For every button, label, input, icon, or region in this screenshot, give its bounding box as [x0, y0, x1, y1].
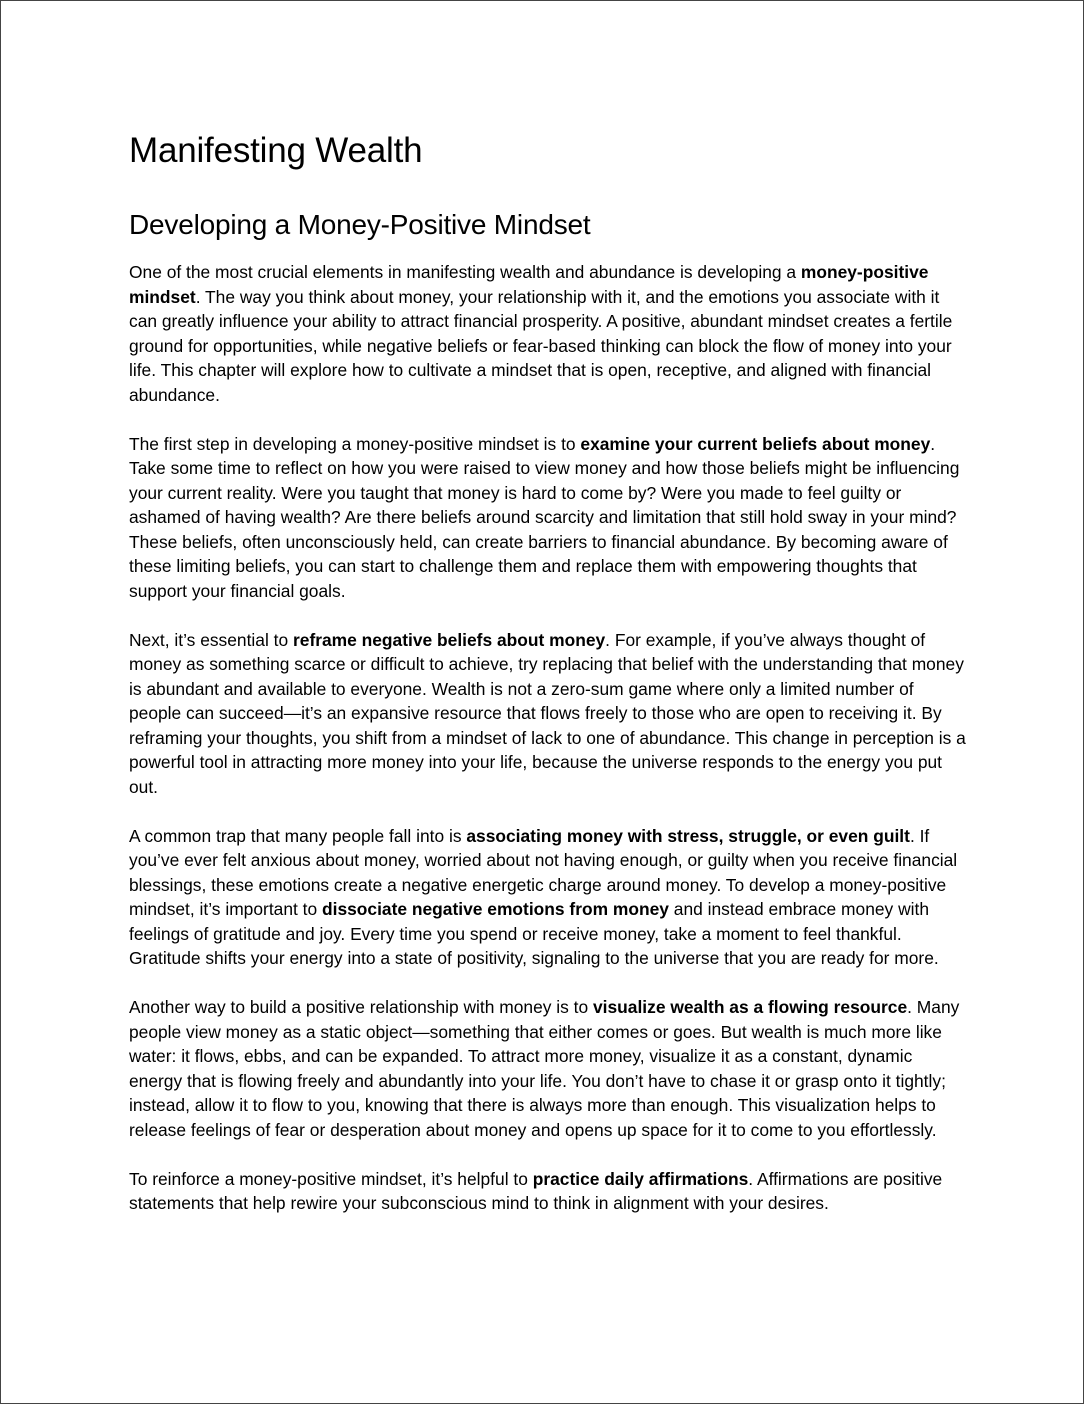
paragraph-text: and instead embrace money with feelings of gratitude and joy. Every time you spend or receive money, take a moment to feel thankful. Gratitude shifts your energy into a state of positivity, signaling to the universe that you are ready for more.	[129, 899, 939, 968]
paragraph-emphasis: visualize wealth as a flowing resource	[593, 997, 908, 1017]
document-body	[129, 129, 969, 1216]
paragraph-text: . For example, if you’ve always thought of money as something scarce or difficult to achieve, try replacing that belief with the understanding that money is abundant and available to everyone. Wealth is not a zero-sum game where only a limited number of people can succeed—it’s an expansive resource that flows freely to those who are open to receiving it. By reframing your thoughts, you shift from a mindset of lack to one of abundance. This change in perception is a powerful tool in attracting more money into your life, because the universe responds to the energy you put out.	[129, 629, 966, 797]
paragraph-emphasis: examine your current beliefs about money	[580, 433, 931, 454]
paragraph-6	[129, 1167, 969, 1216]
paragraph-text: . The way you think about money, your relationship with it, and the emotions you associate with it can greatly influence your ability to attract financial prosperity. A positive, abundant mindset creates a fertile ground for opportunities, while negative beliefs or fear-based thinking can block the flow of money into your life. This chapter will explore how to cultivate a mindset that is open, receptive, and aligned with financial abundance.	[129, 286, 953, 405]
paragraph-text: The first step in developing a money-positive mindset is to	[129, 433, 581, 454]
paragraph-3	[129, 628, 969, 800]
paragraph-emphasis: practice daily affirmations	[532, 1168, 749, 1189]
document-title: Manifesting Wealth	[129, 131, 423, 170]
paragraph-emphasis: associating money with stress, struggle, or even guilt	[466, 825, 910, 846]
paragraph-1	[129, 260, 969, 407]
section-heading: Developing a Money-Positive Mindset	[129, 209, 591, 240]
paragraph-emphasis: money-positive mindset	[129, 262, 929, 307]
paragraph-text: To reinforce a money-positive mindset, it’s helpful to	[129, 1168, 533, 1189]
paragraph-text: A common trap that many people fall into is	[129, 825, 467, 846]
paragraph-text: . Take some time to reflect on how you were raised to view money and how those beliefs might be influencing your current reality. Were you taught that money is hard to come by? Were you made to feel guilty or ashamed of having wealth? Are there beliefs around scarcity and limitation that still hold sway in your mind? These beliefs, often unconsciously held, can create barriers to financial abundance. By becoming aware of these limiting beliefs, you can start to challenge them and replace them with empowering thoughts that support your financial goals.	[129, 433, 960, 601]
paragraph-5	[129, 995, 969, 1142]
paragraph-text: Next, it’s essential to	[129, 629, 293, 650]
paragraph-2	[129, 432, 969, 604]
paragraph-text: . If you’ve ever felt anxious about money, worried about not having enough, or guilty when you receive financial blessings, these emotions create a negative energetic charge around money. To develop a money-positive mindset, it’s important to	[129, 825, 958, 919]
paragraph-text: One of the most crucial elements in manifesting wealth and abundance is developing a	[129, 262, 801, 282]
paragraph-emphasis: dissociate negative emotions from money	[322, 899, 669, 919]
paragraph-emphasis: reframe negative beliefs about money	[293, 629, 606, 650]
paragraph-text: . Affirmations are positive statements that help rewire your subconscious mind to think in alignment with your desires.	[129, 1168, 943, 1213]
paragraph-4	[129, 824, 969, 971]
paragraph-text: Another way to build a positive relationship with money is to	[129, 997, 593, 1017]
paragraph-text: . Many people view money as a static object—something that either comes or goes. But wealth is much more like water: it flows, ebbs, and can be expanded. To attract more money, visualize it as a constant, dynamic energy that is flowing freely and abundantly into your life. You don’t have to chase it or grasp onto it tightly; instead, allow it to flow to you, knowing that there is always more than enough. This visualization helps to release feelings of fear or desperation about money and opens up space for it to come to you effortlessly.	[129, 997, 960, 1140]
